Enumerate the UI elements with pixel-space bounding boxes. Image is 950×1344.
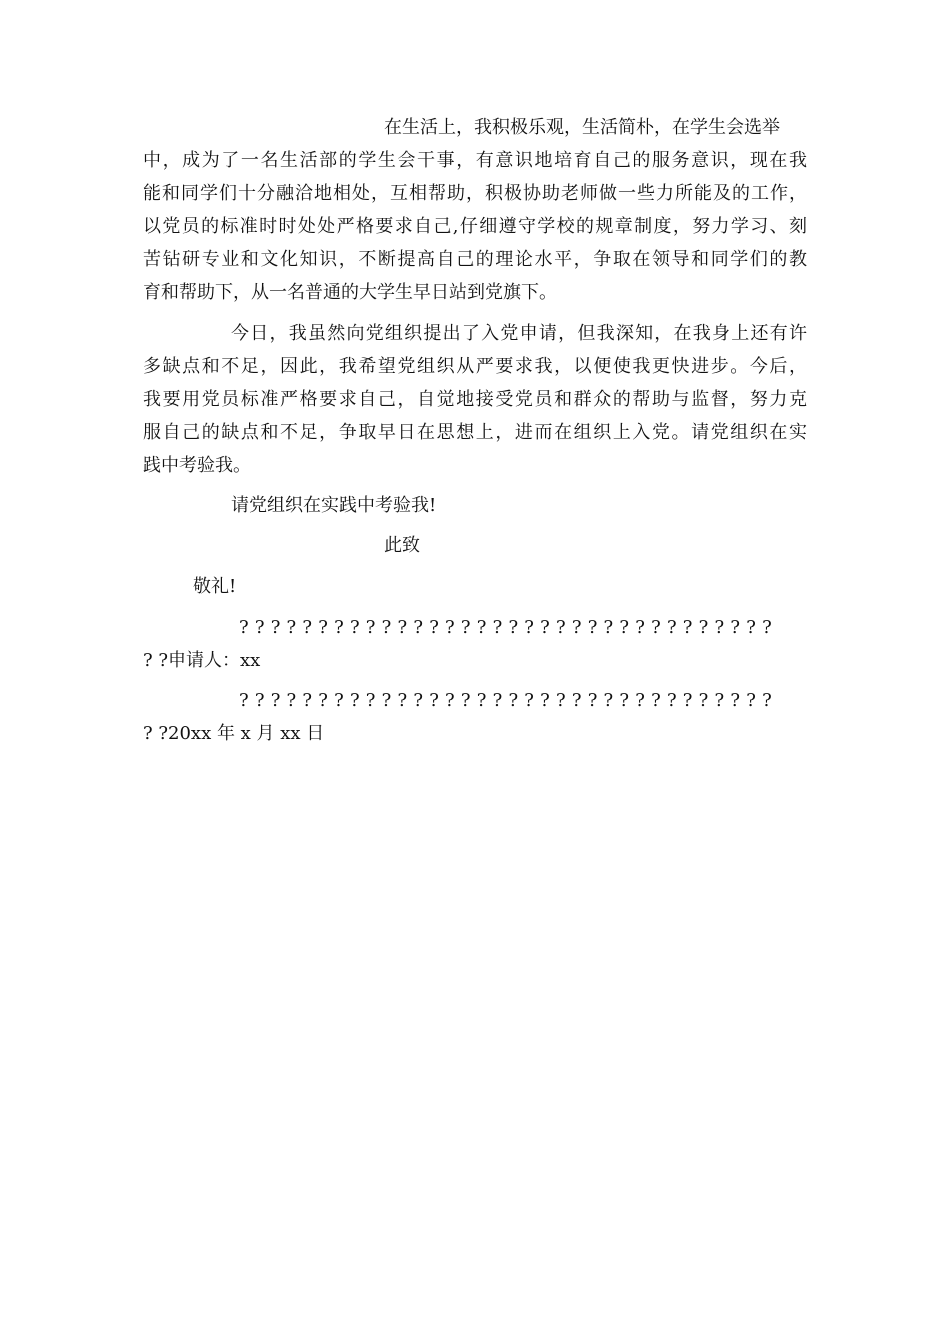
paragraph-2-line-5: 践中考验我。 bbox=[143, 455, 251, 476]
application-date: ? ?20xx 年 x 月 xx 日 bbox=[143, 723, 325, 744]
paragraph-1-line-2: 中，成为了一名生活部的学生会干事，有意识地培育自己的服务意识，现在我 bbox=[143, 150, 807, 171]
paragraph-2-line-4: 服自己的缺点和不足，争取早日在思想上，进而在组织上入党。请党组织在实 bbox=[143, 422, 807, 443]
paragraph-2-line-2: 多缺点和不足，因此，我希望党组织从严要求我，以便使我更快进步。今后， bbox=[143, 356, 807, 377]
salutation-cizhi: 此致 bbox=[384, 535, 420, 556]
salutation-jingli: 敬礼! bbox=[193, 576, 237, 597]
signature-placeholder-line: ?????????????????????????????????? bbox=[239, 617, 778, 638]
date-placeholder-line: ?????????????????????????????????? bbox=[239, 690, 778, 711]
paragraph-1-line-1: 在生活上，我积极乐观，生活简朴，在学生会选举 bbox=[384, 117, 780, 138]
paragraph-1-line-3: 能和同学们十分融洽地相处，互相帮助，积极协助老师做一些力所能及的工作， bbox=[143, 183, 807, 204]
paragraph-1-line-6: 育和帮助下，从一名普通的大学生早日站到党旗下。 bbox=[143, 282, 557, 303]
paragraph-2-line-3: 我要用党员标准严格要求自己，自觉地接受党员和群众的帮助与监督，努力克 bbox=[143, 389, 807, 410]
signature-applicant: ? ?申请人：xx bbox=[143, 650, 261, 671]
paragraph-1-line-4: 以党员的标准时时处处严格要求自己,仔细遵守学校的规章制度，努力学习、刻 bbox=[143, 216, 807, 237]
paragraph-1-line-5: 苦钻研专业和文化知识，不断提高自己的理论水平，争取在领导和同学们的教 bbox=[143, 249, 807, 270]
paragraph-2-line-1: 今日，我虽然向党组织提出了入党申请，但我深知，在我身上还有许 bbox=[231, 323, 807, 344]
closing-request: 请党组织在实践中考验我! bbox=[231, 495, 437, 516]
